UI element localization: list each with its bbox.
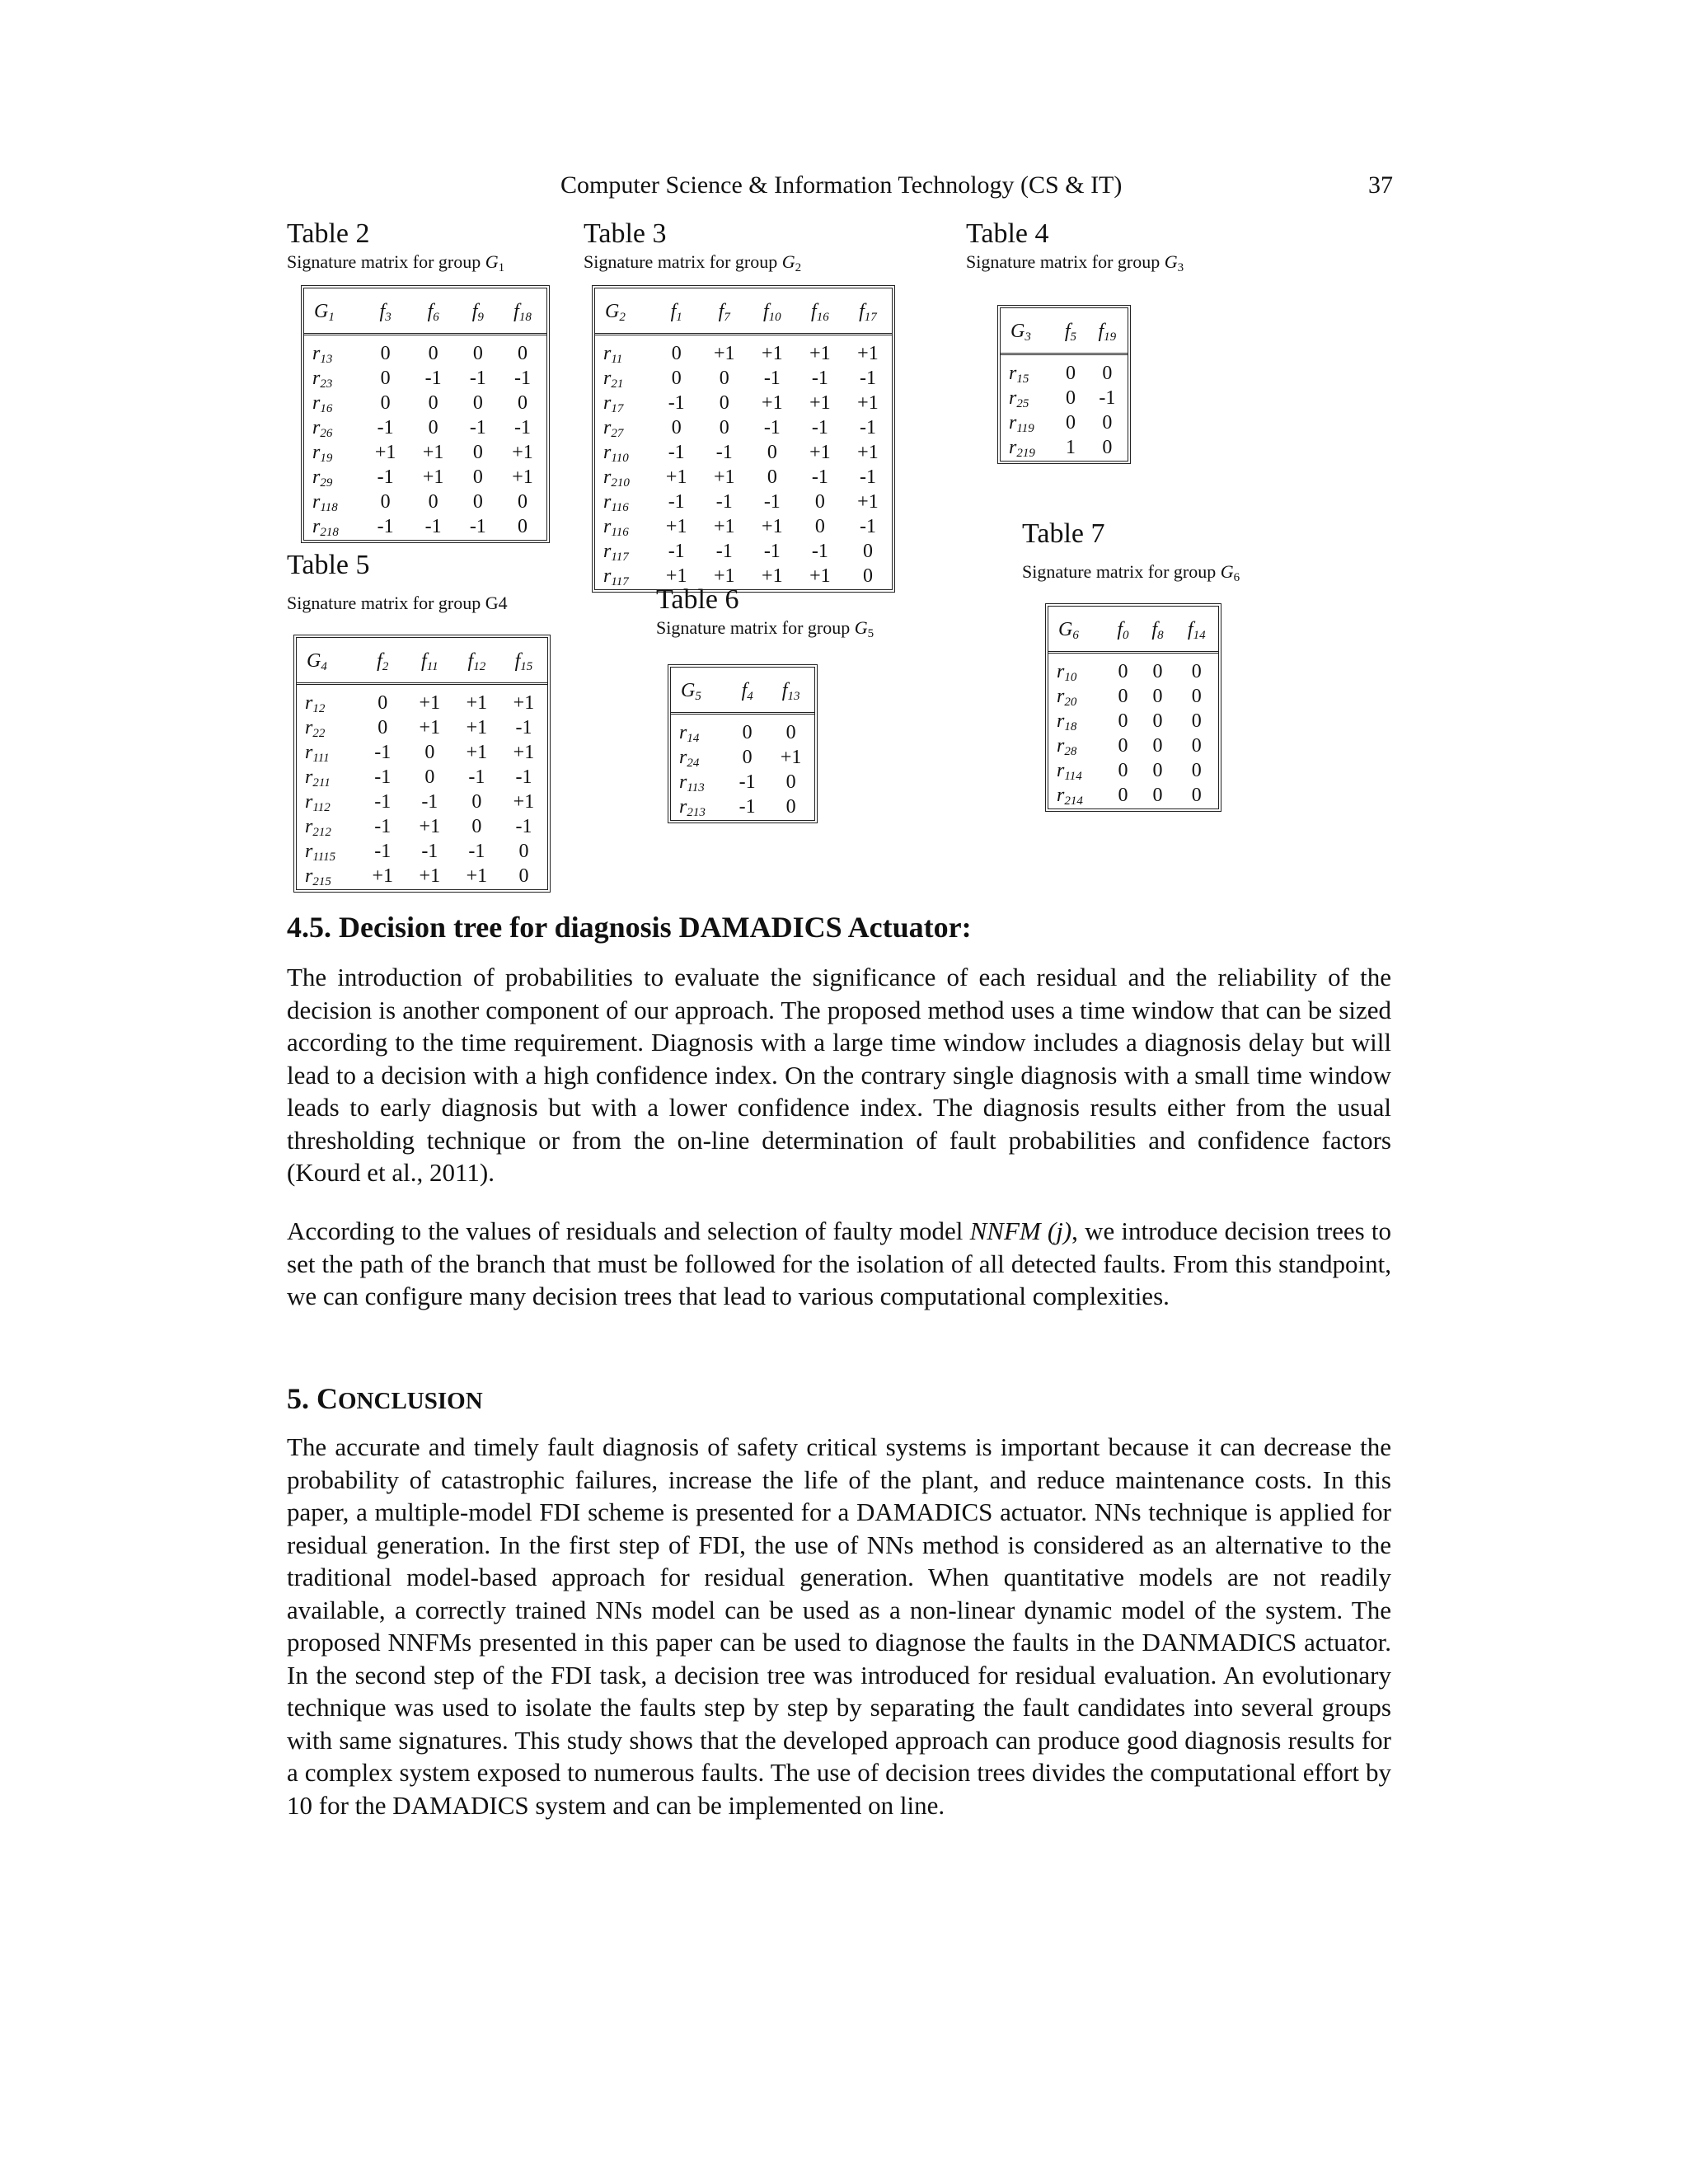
fault-column-header: $f_{10}$ [748,288,796,335]
signature-value: -1 [1099,387,1116,409]
signature-value: 0 [1191,661,1202,682]
residual-label: $r_{24}$ [679,747,700,770]
signature-value: 0 [428,343,438,364]
signature-value: +1 [419,692,441,714]
table-row [1001,354,1128,387]
signature-value: +1 [762,392,783,414]
residual-label: $r_{21}$ [603,368,624,391]
table-header-row [1001,308,1128,354]
residual-label: $r_{11}$ [603,343,623,366]
signature-value: 0 [785,722,796,743]
signature-value: +1 [809,343,831,364]
signature-value: +1 [809,442,831,463]
table-6 [668,664,818,823]
table-caption: Signature matrix for group $G_1$ [287,251,505,274]
table-row [304,440,546,465]
table-row [595,490,892,514]
signature-value: 0 [1118,760,1128,781]
fault-column-header: $f_{19}$ [1087,308,1128,354]
residual-label: $r_{10}$ [1057,661,1077,684]
table-row [297,864,547,889]
signature-table [595,288,892,589]
signature-value: -1 [859,466,876,488]
signature-value: 0 [671,368,682,389]
signature-value: 0 [1152,661,1163,682]
signature-value: -1 [859,368,876,389]
signature-value: -1 [715,442,733,463]
signature-value: -1 [668,541,685,562]
table-row [297,765,547,790]
fault-column-header: $f_{13}$ [767,668,814,714]
signature-value: -1 [738,796,756,818]
signature-value: -1 [763,368,781,389]
residual-label: $r_{116}$ [603,516,629,539]
signature-value: -1 [715,541,733,562]
table-row [304,335,546,367]
table-header-row [595,288,892,335]
residual-label: $r_{29}$ [312,466,333,490]
signature-value: -1 [377,516,394,537]
signature-value: 0 [785,771,796,793]
signature-value: 0 [1191,735,1202,757]
residual-label: $r_{23}$ [312,368,333,391]
table-row [1001,435,1128,461]
fault-column-header: $f_4$ [727,668,767,714]
table-caption: Signature matrix for group $G_6$ [1022,561,1240,584]
table-row [304,391,546,415]
signature-value: 0 [1191,710,1202,732]
signature-value: 0 [1118,785,1128,806]
table-caption: Signature matrix for group $G_2$ [584,251,802,274]
signature-value: 0 [472,491,483,513]
signature-table [297,638,547,889]
signature-value: -1 [515,816,532,837]
signature-table [1001,308,1128,461]
signature-value: 0 [1152,785,1163,806]
residual-label: $r_{215}$ [305,865,331,888]
signature-table [1048,607,1218,808]
signature-value: 0 [814,516,825,537]
signature-value: 0 [719,368,729,389]
signature-value: +1 [665,516,687,537]
fault-column-header: $f_3$ [362,288,410,335]
table-row [297,814,547,839]
residual-label: $r_{113}$ [679,771,705,794]
residual-label: $r_{218}$ [312,516,339,539]
signature-value: -1 [859,516,876,537]
table-row [1001,386,1128,410]
table-row [595,366,892,391]
signature-value: 0 [428,417,438,438]
signature-value: +1 [513,692,535,714]
table-row [595,465,892,490]
residual-label: $r_{12}$ [305,692,326,715]
signature-value: -1 [377,417,394,438]
signature-value: +1 [466,865,488,887]
signature-value: +1 [780,747,802,768]
section-4-5-paragraph-2: According to the values of residuals and selection of faulty model NNFM (j), we introduce decision trees to set the path of the branch that must be followed for the isolation of all detected faults. From this standpoint, we can configure many decision trees that lead to various computational complexities. [287,1216,1391,1310]
signature-value: +1 [419,717,441,738]
table-header-row [297,638,547,684]
residual-label: $r_{117}$ [603,541,629,564]
signature-value: 0 [767,466,777,488]
signature-value: -1 [424,368,442,389]
residual-label: $r_{114}$ [1057,760,1082,783]
fault-column-header: $f_{14}$ [1175,607,1219,653]
signature-value: -1 [811,417,828,438]
table-caption: Signature matrix for group G4 [287,593,508,613]
residual-label: $r_{1115}$ [305,841,336,864]
signature-value: +1 [665,466,687,488]
signature-value: +1 [665,565,687,587]
table-row [595,415,892,440]
signature-value: +1 [419,816,441,837]
signature-value: 0 [1118,710,1128,732]
table-5 [293,635,551,893]
residual-label: $r_{213}$ [679,796,706,819]
signature-value: +1 [762,343,783,364]
signature-value: 0 [517,392,528,414]
residual-label: $r_{14}$ [679,722,700,745]
residual-label: $r_{210}$ [603,466,630,490]
signature-value: -1 [715,491,733,513]
table-title: Table 4 [966,218,1049,249]
table-header-row [1048,607,1218,653]
fault-column-header: $f_6$ [410,288,457,335]
table-row [595,440,892,465]
fault-column-header: $f_{17}$ [844,288,892,335]
signature-value: -1 [763,491,781,513]
residual-label: $r_{27}$ [603,417,624,440]
signature-value: 0 [517,343,528,364]
signature-value: +1 [466,742,488,763]
table-4 [997,305,1131,464]
signature-value: 0 [1152,710,1163,732]
signature-value: 0 [1191,760,1202,781]
fault-column-header: $f_{16}$ [796,288,844,335]
page-number: 37 [1368,171,1393,199]
signature-value: -1 [421,841,438,862]
residual-label: $r_{212}$ [305,816,331,839]
signature-value: 0 [517,516,528,537]
running-header: Computer Science & Information Technology (CS & IT) [560,171,1123,199]
signature-value: 0 [814,491,825,513]
signature-value: 0 [1152,686,1163,707]
signature-value: 0 [785,796,796,818]
residual-label: $r_{16}$ [312,392,333,415]
fault-column-header: $f_7$ [701,288,748,335]
signature-value: 0 [518,841,529,862]
signature-value: 0 [380,343,391,364]
fault-column-header: $f_2$ [359,638,406,684]
group-label: $G_4$ [297,638,359,684]
signature-value: -1 [374,816,392,837]
table-row [1048,733,1218,758]
signature-value: -1 [668,392,685,414]
signature-value: 0 [517,491,528,513]
table-row [1001,410,1128,435]
signature-value: 0 [472,392,483,414]
residual-label: $r_{119}$ [1009,412,1034,435]
conclusion-paragraph: The accurate and timely fault diagnosis of safety critical systems is important because it can decrease the probability of catastrophic failures, increase the life of the plant, and reduce maintenance costs. In this paper, a multiple-model FDI scheme is presented for a DAMADICS actuator. NNs technique is applied for residual generation. In the first step of FDI, the use of NNs method is considered as an alternative to the traditional model-based approach for residual generation. When quantitative models are not readily available, a correctly trained NNs model can be used as a non-linear dynamic model of the system. The proposed NNFMs presented in this paper can be used to diagnose the faults in the DANMADICS actuator. In the second step of the FDI task, a decision tree was introduced for residual evaluation. An evolutionary technique was used to isolate the faults step by step by separating the fault candidates into several groups with same signatures. This study shows that the developed approach can produce good diagnosis results for a complex system exposed to numerous faults. The use of decision trees divides the computational effort by 10 for the DAMADICS system and can be implemented on line. [287,1432,1391,1820]
table-row [304,490,546,514]
signature-value: 0 [380,392,391,414]
signature-value: 0 [1102,437,1113,458]
table-3-heading [584,218,801,274]
group-label: $G_1$ [304,288,362,335]
table-caption: Signature matrix for group $G_5$ [656,617,874,640]
fault-column-header: $f_{18}$ [499,288,546,335]
table-row [595,391,892,415]
table-title: Table 2 [287,218,370,249]
residual-label: $r_{214}$ [1057,785,1083,808]
table-row [304,366,546,391]
signature-value: +1 [512,466,533,488]
signature-value: 0 [1118,686,1128,707]
signature-value: +1 [466,692,488,714]
fault-column-header: $f_1$ [653,288,701,335]
signature-value: 0 [719,392,729,414]
signature-value: -1 [469,368,486,389]
table-row [671,794,814,820]
residual-label: $r_{211}$ [305,766,331,790]
signature-value: +1 [857,442,879,463]
table-2 [301,285,550,543]
signature-value: +1 [713,516,735,537]
table-7 [1045,603,1221,812]
signature-value: 0 [1152,760,1163,781]
table-title: Table 7 [1022,518,1105,549]
table-row [595,539,892,564]
table-row [1048,684,1218,709]
signature-value: 1 [1065,437,1076,458]
signature-value: 0 [1118,661,1128,682]
signature-value: -1 [469,516,486,537]
signature-value: 0 [862,565,873,587]
signature-value: -1 [763,417,781,438]
signature-value: +1 [422,442,444,463]
residual-label: $r_{20}$ [1057,686,1077,709]
signature-value: 0 [1102,363,1113,384]
conclusion-heading: 5. CONCLUSION [287,1382,483,1415]
signature-value: -1 [513,368,531,389]
group-label: $G_6$ [1048,607,1105,653]
signature-value: 0 [428,392,438,414]
table-row [1048,783,1218,808]
table-row [1048,653,1218,685]
signature-value: 0 [671,417,682,438]
signature-value: 0 [1065,412,1076,434]
signature-value: -1 [811,466,828,488]
signature-table [304,288,546,540]
table-row [595,335,892,367]
signature-value: -1 [374,742,392,763]
signature-value: +1 [374,442,396,463]
signature-value: -1 [668,442,685,463]
fault-column-header: $f_5$ [1054,308,1086,354]
table-header-row [671,668,814,714]
table-5-heading [287,549,508,615]
table-row [671,745,814,770]
signature-value: -1 [763,541,781,562]
fault-column-header: $f_{15}$ [500,638,547,684]
signature-value: 0 [424,766,435,788]
fault-column-header: $f_{11}$ [406,638,453,684]
residual-label: $r_{18}$ [1057,710,1077,733]
table-row [297,740,547,765]
signature-value: -1 [374,791,392,813]
residual-label: $r_{28}$ [1057,735,1077,758]
signature-value: -1 [668,491,685,513]
signature-value: 0 [424,742,435,763]
signature-value: +1 [713,466,735,488]
residual-label: $r_{118}$ [312,491,338,514]
signature-value: -1 [374,766,392,788]
table-title: Table 3 [584,218,667,249]
residual-label: $r_{15}$ [1009,363,1029,386]
signature-value: +1 [713,343,735,364]
signature-value: +1 [762,516,783,537]
table-6-heading [656,583,874,640]
signature-value: +1 [857,491,879,513]
signature-value: -1 [738,771,756,793]
signature-value: 0 [1118,735,1128,757]
signature-value: 0 [472,442,483,463]
fault-column-header: $f_{12}$ [453,638,500,684]
table-row [297,839,547,864]
signature-value: +1 [857,392,879,414]
residual-label: $r_{17}$ [603,392,624,415]
signature-value: 0 [1191,686,1202,707]
signature-value: 0 [1102,412,1113,434]
table-row [297,790,547,814]
signature-value: +1 [762,565,783,587]
fault-column-header: $f_0$ [1105,607,1140,653]
group-label: $G_3$ [1001,308,1054,354]
signature-value: 0 [671,343,682,364]
table-row [304,415,546,440]
signature-value: +1 [513,742,535,763]
table-header-row [304,288,546,335]
table-row [297,715,547,740]
signature-value: -1 [859,417,876,438]
table-row [304,465,546,490]
table-row [297,684,547,716]
table-caption: Signature matrix for group $G_3$ [966,251,1184,274]
signature-value: +1 [372,865,394,887]
signature-value: 0 [380,491,391,513]
signature-value: 0 [1065,387,1076,409]
residual-label: $r_{117}$ [603,565,629,588]
signature-value: -1 [513,417,531,438]
signature-value: 0 [472,466,483,488]
signature-value: +1 [466,717,488,738]
residual-label: $r_{116}$ [603,491,629,514]
residual-label: $r_{26}$ [312,417,333,440]
signature-value: +1 [419,865,441,887]
table-row [671,714,814,746]
signature-value: +1 [512,442,533,463]
signature-value: 0 [471,816,482,837]
signature-value: -1 [421,791,438,813]
signature-value: +1 [513,791,535,813]
signature-value: -1 [811,368,828,389]
signature-value: 0 [428,491,438,513]
residual-label: $r_{110}$ [603,442,629,465]
signature-value: +1 [809,565,831,587]
signature-value: 0 [1065,363,1076,384]
residual-label: $r_{22}$ [305,717,326,740]
signature-value: -1 [468,841,485,862]
signature-value: -1 [468,766,485,788]
table-title: Table 6 [656,584,739,615]
residual-label: $r_{25}$ [1009,387,1029,410]
signature-value: 0 [377,692,388,714]
signature-value: -1 [374,841,392,862]
signature-value: 0 [380,368,391,389]
section-4-5-paragraph-1: The introduction of probabilities to evaluate the significance of each residual and the reliability of the decision is another component of our approach. The proposed method uses a time window that can be sized according to the time requirement. Diagnosis with a large time window includes a diagnosis delay but will lead to a decision with a high confidence index. On the contrary single diagnosis with a small time window leads to early diagnosis but with a lower confidence index. The diagnosis results either from the usual thresholding technique or from the on-line determination of fault probabilities and confidence factors (Kourd et al., 2011). [287,963,1391,1187]
signature-table [671,668,814,820]
signature-value: 0 [1191,785,1202,806]
table-2-heading [287,218,504,274]
residual-label: $r_{13}$ [312,343,333,366]
signature-value: -1 [377,466,394,488]
table-3 [592,285,895,593]
signature-value: -1 [515,717,532,738]
signature-value: -1 [424,516,442,537]
table-4-heading [966,218,1184,274]
residual-label: $r_{19}$ [312,442,333,465]
signature-value: 0 [472,343,483,364]
section-4-5-heading: 4.5. Decision tree for diagnosis DAMADICS Actuator: [287,911,972,944]
residual-label: $r_{112}$ [305,791,331,814]
signature-value: 0 [719,417,729,438]
signature-value: +1 [809,392,831,414]
signature-value: +1 [422,466,444,488]
fault-column-header: $f_8$ [1140,607,1175,653]
table-row [1048,709,1218,733]
fault-column-header: $f_9$ [457,288,499,335]
table-row [304,514,546,540]
table-row [595,514,892,539]
signature-value: 0 [742,722,753,743]
signature-value: 0 [377,717,388,738]
residual-label: $r_{111}$ [305,742,330,765]
group-label: $G_5$ [671,668,727,714]
table-title: Table 5 [287,550,370,580]
residual-label: $r_{219}$ [1009,437,1035,460]
signature-value: -1 [811,541,828,562]
signature-value: 0 [518,865,529,887]
signature-value: +1 [857,343,879,364]
signature-value: 0 [767,442,777,463]
signature-value: 0 [862,541,873,562]
signature-value: 0 [742,747,753,768]
table-7-heading [1022,518,1240,583]
group-label: $G_2$ [595,288,653,335]
table-row [671,770,814,794]
signature-value: -1 [469,417,486,438]
signature-value: 0 [1152,735,1163,757]
signature-value: 0 [471,791,482,813]
table-row [1048,758,1218,783]
signature-value: -1 [515,766,532,788]
signature-value: +1 [713,565,735,587]
